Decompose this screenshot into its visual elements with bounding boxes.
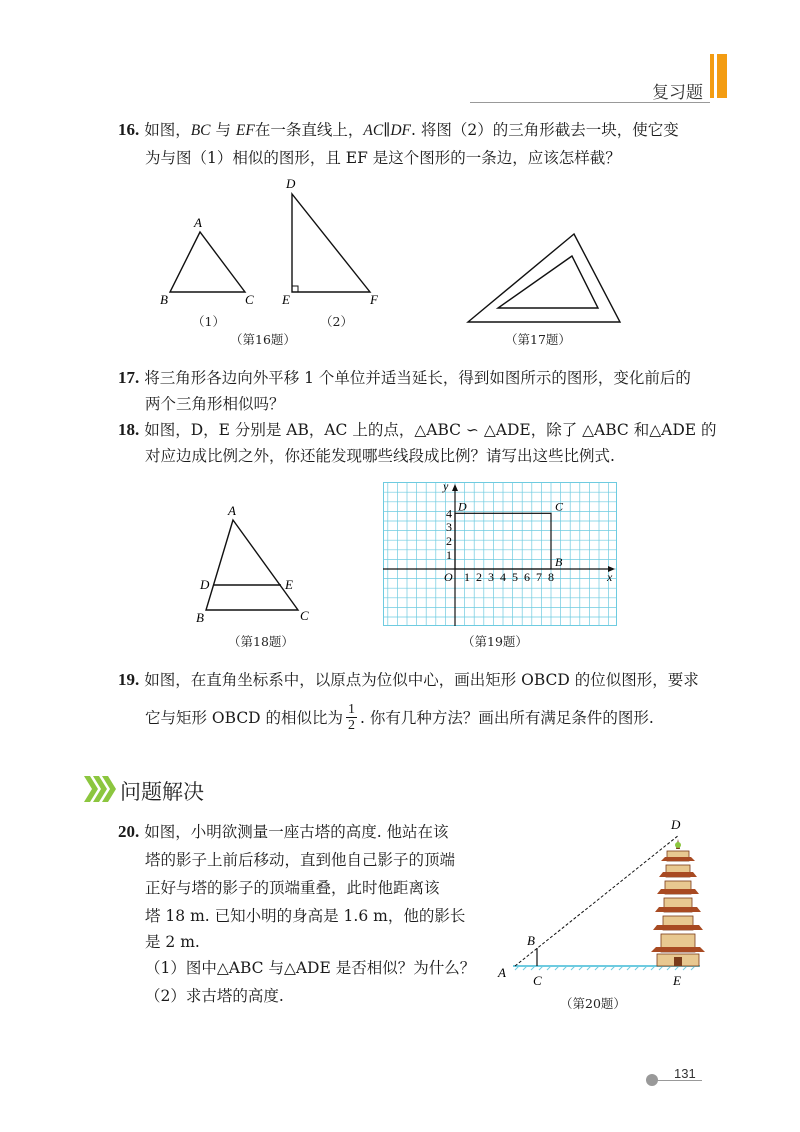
figure-16-label-1: （1） xyxy=(192,314,225,329)
x-tick-label: 2 xyxy=(476,570,482,584)
label-D18: D xyxy=(200,577,210,592)
label-C20: C xyxy=(533,973,542,988)
x-tick-label: 3 xyxy=(488,570,494,584)
header-rule xyxy=(470,102,710,103)
x-axis-label: x xyxy=(607,570,613,584)
label-F: F xyxy=(370,292,378,307)
point-B-label: B xyxy=(555,555,563,569)
origin-label: O xyxy=(444,570,453,584)
label-D20: D xyxy=(671,817,681,832)
figure-19-caption: （第19题） xyxy=(462,634,528,649)
question-20-sub1: （1）图中△ABC 与△ADE 是否相似？为什么？ xyxy=(145,959,476,977)
point-D-label: D xyxy=(458,499,467,514)
question-19-line2: 它与矩形 OBCD 的相似比为 1 2 . 你有几种方法？画出所有满足条件的图形. xyxy=(145,702,654,733)
label-A18: A xyxy=(228,503,236,518)
label-D: D xyxy=(286,176,296,191)
y-axis-arrow xyxy=(452,484,458,491)
section-title: 问题解决 xyxy=(120,781,204,804)
figure-18-caption: （第18题） xyxy=(228,634,294,649)
x-tick-label: 7 xyxy=(536,570,542,584)
question-17-line2: 两个三角形相似吗？ xyxy=(145,395,285,413)
question-19: 19. 如图，在直角坐标系中，以原点为位似中心，画出矩形 OBCD 的位似图形，要求 xyxy=(118,670,699,689)
figure-20-caption: （第20题） xyxy=(560,996,626,1011)
label-A: A xyxy=(194,215,202,230)
page-number: 131 xyxy=(674,1066,696,1081)
triangle-abc-18 xyxy=(206,520,298,610)
triangle-abc xyxy=(170,232,245,292)
question-16: 16. 如图，BC 与 EF在一条直线上，AC∥DF. 将图（2）的三角形截去一块，使它变 xyxy=(118,120,679,139)
section-chevrons-icon xyxy=(84,774,118,804)
label-B18: B xyxy=(196,610,204,625)
right-angle-mark xyxy=(292,286,298,292)
question-20-line3: 正好与塔的影子的顶端重叠，此时他距离该 xyxy=(145,879,440,897)
y-axis-label: y xyxy=(443,482,449,493)
header-accent-bar xyxy=(710,54,714,98)
x-tick-label: 8 xyxy=(548,570,554,584)
question-20-line4: 塔 18 m. 已知小明的身高是 1.6 m，他的影长 xyxy=(145,907,466,925)
figure-17-caption: （第17题） xyxy=(505,332,571,347)
question-18-line2: 对应边成比例之外，你还能发现哪些线段成比例？请写出这些比例式. xyxy=(145,447,615,465)
y-tick-label: 2 xyxy=(446,534,452,549)
y-tick-label: 1 xyxy=(446,548,452,563)
question-20-line2: 塔的影子上前后移动，直到他自己影子的顶端 xyxy=(145,851,456,869)
question-16-line2: 为与图（1）相似的图形，且 EF 是这个图形的一条边，应该怎样截？ xyxy=(145,149,621,167)
figure-17 xyxy=(460,230,630,330)
y-tick-label: 4 xyxy=(446,506,452,521)
sightline xyxy=(515,835,679,966)
figure-20 xyxy=(495,815,705,995)
label-E18: E xyxy=(285,577,293,592)
section-header: 复习题 xyxy=(652,83,703,102)
question-18: 18. 如图，D，E 分别是 AB，AC 上的点，△ABC ∽ △ADE，除了 △ABC 和△ADE 的 xyxy=(118,420,717,439)
figure-18 xyxy=(190,500,330,630)
label-E: E xyxy=(282,292,290,307)
grid-border xyxy=(384,483,617,626)
header-accent-bar-2 xyxy=(717,54,727,98)
x-tick-label: 4 xyxy=(500,570,506,584)
question-20: 20. 如图，小明欲测量一座古塔的高度. 他站在该 xyxy=(118,822,449,841)
x-tick-label: 1 xyxy=(464,570,470,584)
label-C: C xyxy=(245,292,254,307)
figure-16 xyxy=(150,172,400,332)
label-B: B xyxy=(160,292,168,307)
outer-triangle xyxy=(468,234,620,322)
inner-triangle xyxy=(498,256,598,308)
label-E20: E xyxy=(673,973,681,988)
label-B20: B xyxy=(527,933,535,948)
label-A20: A xyxy=(498,965,506,980)
label-C18: C xyxy=(300,608,309,623)
y-tick-label: 3 xyxy=(446,520,452,535)
question-20-line5: 是 2 m. xyxy=(145,933,200,951)
question-17: 17. 将三角形各边向外平移 1 个单位并适当延长，得到如图所示的图形，变化前后的 xyxy=(118,368,691,387)
point-C-label: C xyxy=(555,499,564,514)
figure-16-label-2: （2） xyxy=(320,314,353,329)
triangle-def xyxy=(292,194,370,292)
x-tick-label: 5 xyxy=(512,570,518,584)
x-tick-label: 6 xyxy=(524,570,530,584)
figure-19-grid xyxy=(383,482,617,626)
pagoda-icon xyxy=(651,839,705,966)
fraction: 1 2 xyxy=(348,702,356,733)
question-20-sub2: （2）求古塔的高度. xyxy=(145,987,284,1005)
figure-16-caption: （第16题） xyxy=(230,332,296,347)
